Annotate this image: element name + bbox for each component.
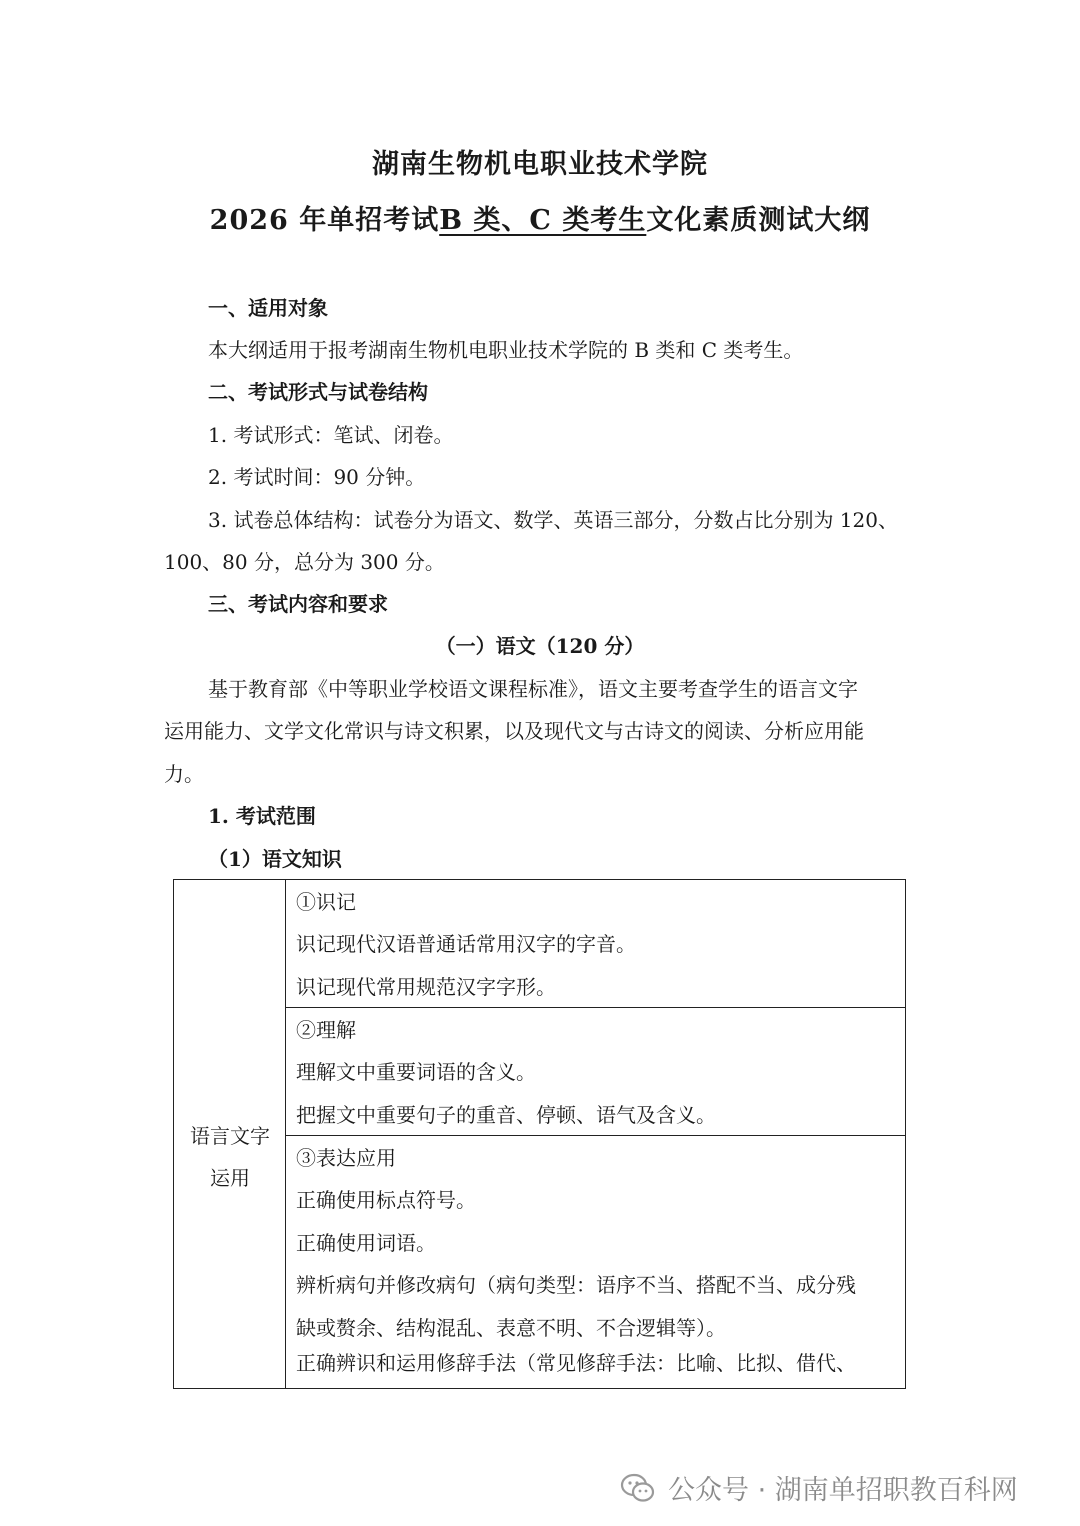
intro-line1: 基于教育部《中等职业学校语文课程标准》，语文主要考查学生的语言文字 [208, 677, 858, 701]
wechat-icon [620, 1472, 656, 1504]
block3-line5: 正确辨识和运用修辞手法（常见修辞手法：比喻、比拟、借代、 [296, 1351, 856, 1375]
section1-text: 本大纲适用于报考湖南生物机电职业技术学院的 B 类和 C 类考生。 [208, 338, 804, 362]
title-suffix: 文化素质测试大纲 [646, 205, 871, 236]
left-label-line2: 运用 [210, 1166, 250, 1190]
section3-heading: 三、考试内容和要求 [208, 592, 388, 616]
scope-heading: 1. 考试范围 [208, 804, 316, 828]
section2-item3-line2: 100、80 分，总分为 300 分。 [164, 550, 445, 574]
block1-line2: 识记现代常用规范汉字字形。 [296, 975, 556, 999]
intro-line2: 运用能力、文学文化常识与诗文积累，以及现代文与古诗文的阅读、分析应用能 [164, 719, 864, 743]
wechat-watermark [620, 1468, 1018, 1507]
block2-line2: 把握文中重要句子的重音、停顿、语气及含义。 [296, 1103, 716, 1127]
block3-line1: 正确使用标点符号。 [296, 1188, 476, 1212]
section2-item1: 1. 考试形式：笔试、闭卷。 [208, 423, 454, 447]
left-label-line1: 语言文字 [190, 1124, 270, 1148]
block3-title: ③表达应用 [296, 1146, 396, 1170]
section2-item2: 2. 考试时间：90 分钟。 [208, 465, 426, 489]
title-prefix: 2026 年单招考试 [209, 205, 440, 236]
knowledge-heading: （1）语文知识 [208, 847, 342, 871]
table-row-divider-2 [286, 1135, 905, 1136]
intro-line3: 力。 [164, 762, 204, 786]
subject-heading: （一）语文（120 分） [435, 634, 645, 658]
knowledge-table [173, 879, 906, 1389]
section2-item3-line1: 3. 试卷总体结构：试卷分为语文、数学、英语三部分，分数占比分别为 120、 [208, 508, 898, 532]
table-left-column [174, 880, 286, 1388]
block3-line3: 辨析病句并修改病句（病句类型：语序不当、搭配不当、成分残 [296, 1273, 856, 1297]
section1-heading: 一、适用对象 [208, 296, 328, 320]
watermark-text: 公众号 · 湖南单招职教百科网 [668, 1475, 1018, 1506]
block3-line4: 缺或赘余、结构混乱、表意不明、不合逻辑等）。 [296, 1316, 726, 1340]
block2-line1: 理解文中重要词语的含义。 [296, 1060, 536, 1084]
block3-line2: 正确使用词语。 [296, 1231, 436, 1255]
document-title-line1: 湖南生物机电职业技术学院 [372, 149, 708, 180]
block2-title: ②理解 [296, 1018, 356, 1042]
table-row-divider-1 [286, 1007, 905, 1008]
section2-heading: 二、考试形式与试卷结构 [208, 380, 428, 404]
block1-title: ①识记 [296, 890, 356, 914]
block1-line1: 识记现代汉语普通话常用汉字的字音。 [296, 932, 636, 956]
document-title-line2 [0, 198, 1080, 237]
title-underlined: B 类、C 类考生 [439, 205, 647, 236]
